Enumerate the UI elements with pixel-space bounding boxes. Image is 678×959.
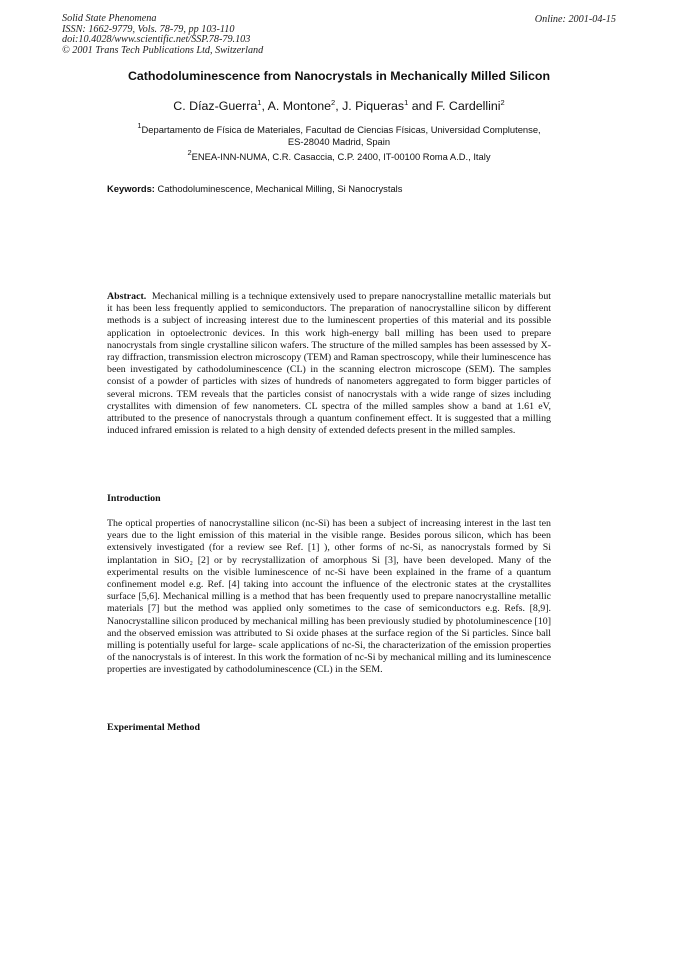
affiliation-text: Departamento de Física de Materiales, Facultad de Ciencias Físicas, Universidad Complutense, bbox=[141, 124, 541, 135]
paper-title: Cathodoluminescence from Nanocrystals in Mechanically Milled Silicon bbox=[127, 69, 551, 83]
author-name: A. Montone bbox=[267, 99, 332, 113]
affiliation-2 bbox=[0, 148, 678, 163]
author-name: J. Piqueras bbox=[342, 99, 405, 113]
author-affiliation-mark: 2 bbox=[500, 98, 505, 107]
affiliation-text: ENEA-INN-NUMA, C.R. Casaccia, C.P. 2400, IT-00100 Roma A.D., Italy bbox=[191, 151, 491, 162]
affiliation-number: 2 bbox=[187, 148, 192, 157]
publication-info bbox=[62, 14, 263, 56]
online-date: Online: 2001-04-15 bbox=[534, 14, 616, 25]
copyright-line: © 2001 Trans Tech Publications Ltd, Switzerland bbox=[62, 44, 264, 56]
section-heading-experimental-method: Experimental Method bbox=[107, 722, 200, 733]
issn-line: ISSN: 1662-9779, Vols. 78-79, pp 103-110 bbox=[62, 23, 235, 35]
abstract bbox=[107, 291, 551, 437]
keywords-text: Cathodoluminescence, Mechanical Milling, Si Nanocrystals bbox=[157, 183, 403, 194]
abstract-text: Mechanical milling is a technique extensively used to prepare nanocrystalline metallic materials but it has been less frequently applied to semiconductors. The preparation of nanocrystalline silicon by different methods is a subject of increasing interest due to the luminescent properties of this material and its possible application in optoelectronic devices. In this work high-energy ball milling has been used to prepare nanocrystals from single crystalline silicon wafers. The structure of the milled samples has been assessed by X-ray diffraction, transmission electron microscopy (TEM) and Raman spectroscopy, while their luminescence has been investigated by cathodoluminescence (CL) in the scanning electron microscope (SEM). The samples consist of a powder of particles with sizes of hundreds of nanometers aggregated to form bigger particles of several microns. TEM reveals that the particles consist of nanocrystals with a wide range of sizes including crystallites with dimension of few nanometers. CL spectra of the milled samples show a band at 1.61 eV, attributed to the presence of nanocrystals through a quantum confinement effect. It is suggested that a milling induced infrared emission is related to a high density of extended defects present in the milled samples. bbox=[107, 291, 551, 437]
journal-name: Solid State Phenomena bbox=[62, 13, 157, 24]
author-separator: , bbox=[261, 99, 268, 113]
affiliation-number: 1 bbox=[137, 121, 142, 130]
section-heading-introduction: Introduction bbox=[107, 493, 161, 504]
author-name: C. Díaz-Guerra bbox=[173, 99, 258, 113]
doi-line: doi:10.4028/www.scientific.net/SSP.78-79.103 bbox=[62, 34, 251, 46]
affiliation-1 bbox=[0, 121, 678, 148]
author-affiliation-mark: 1 bbox=[404, 98, 409, 107]
keywords bbox=[107, 183, 402, 194]
author-name: F. Cardellini bbox=[435, 99, 501, 113]
author-affiliation-mark: 1 bbox=[257, 98, 262, 107]
keywords-label: Keywords: bbox=[107, 183, 155, 194]
author-separator: and bbox=[408, 99, 436, 113]
introduction-text: The optical properties of nanocrystalline silicon (nc-Si) has been a subject of increasing interest in the last ten years due to the light emission of this material in the visible range. Besides porous silicon, which has been extensively investigated (for a review see Ref. [1] ), other forms of nc-Si, as nanocrystals formed by Si implantation in SiO₂ [2] or by recrystallization of amorphous Si [3], have been developed. Many of the experimental results on the visible luminescence of nc-Si have been explained in the frame of a quantum confinement model e.g. Ref. [4] taking into account the influence of the electronic states at the crystallites surface [5,6]. Mechanical milling is a method that has been frequently used to prepare nanocrystalline metallic materials [7] but the method was applied only sometimes to the case of semiconductors e.g. Refs. [8,9]. Nanocrystalline silicon produced by mechanical milling has been previously studied by photoluminescence [10] and the observed emission was attributed to Si oxide phases at the surface region of the Si particles. Since ball milling is potentially useful for large- scale applications of nc-Si, the characterization of the emission properties of the nanocrystals is of interest. In this work the formation of nc-Si by mechanical milling and its luminescence properties are investigated by cathodoluminescence (CL) in the SEM. bbox=[107, 518, 551, 676]
author-affiliation-mark: 2 bbox=[331, 98, 336, 107]
author-separator: , bbox=[335, 99, 343, 113]
author-list bbox=[0, 99, 678, 113]
abstract-label: Abstract. bbox=[107, 291, 147, 302]
affiliation-text: ES-28040 Madrid, Spain bbox=[287, 136, 391, 147]
